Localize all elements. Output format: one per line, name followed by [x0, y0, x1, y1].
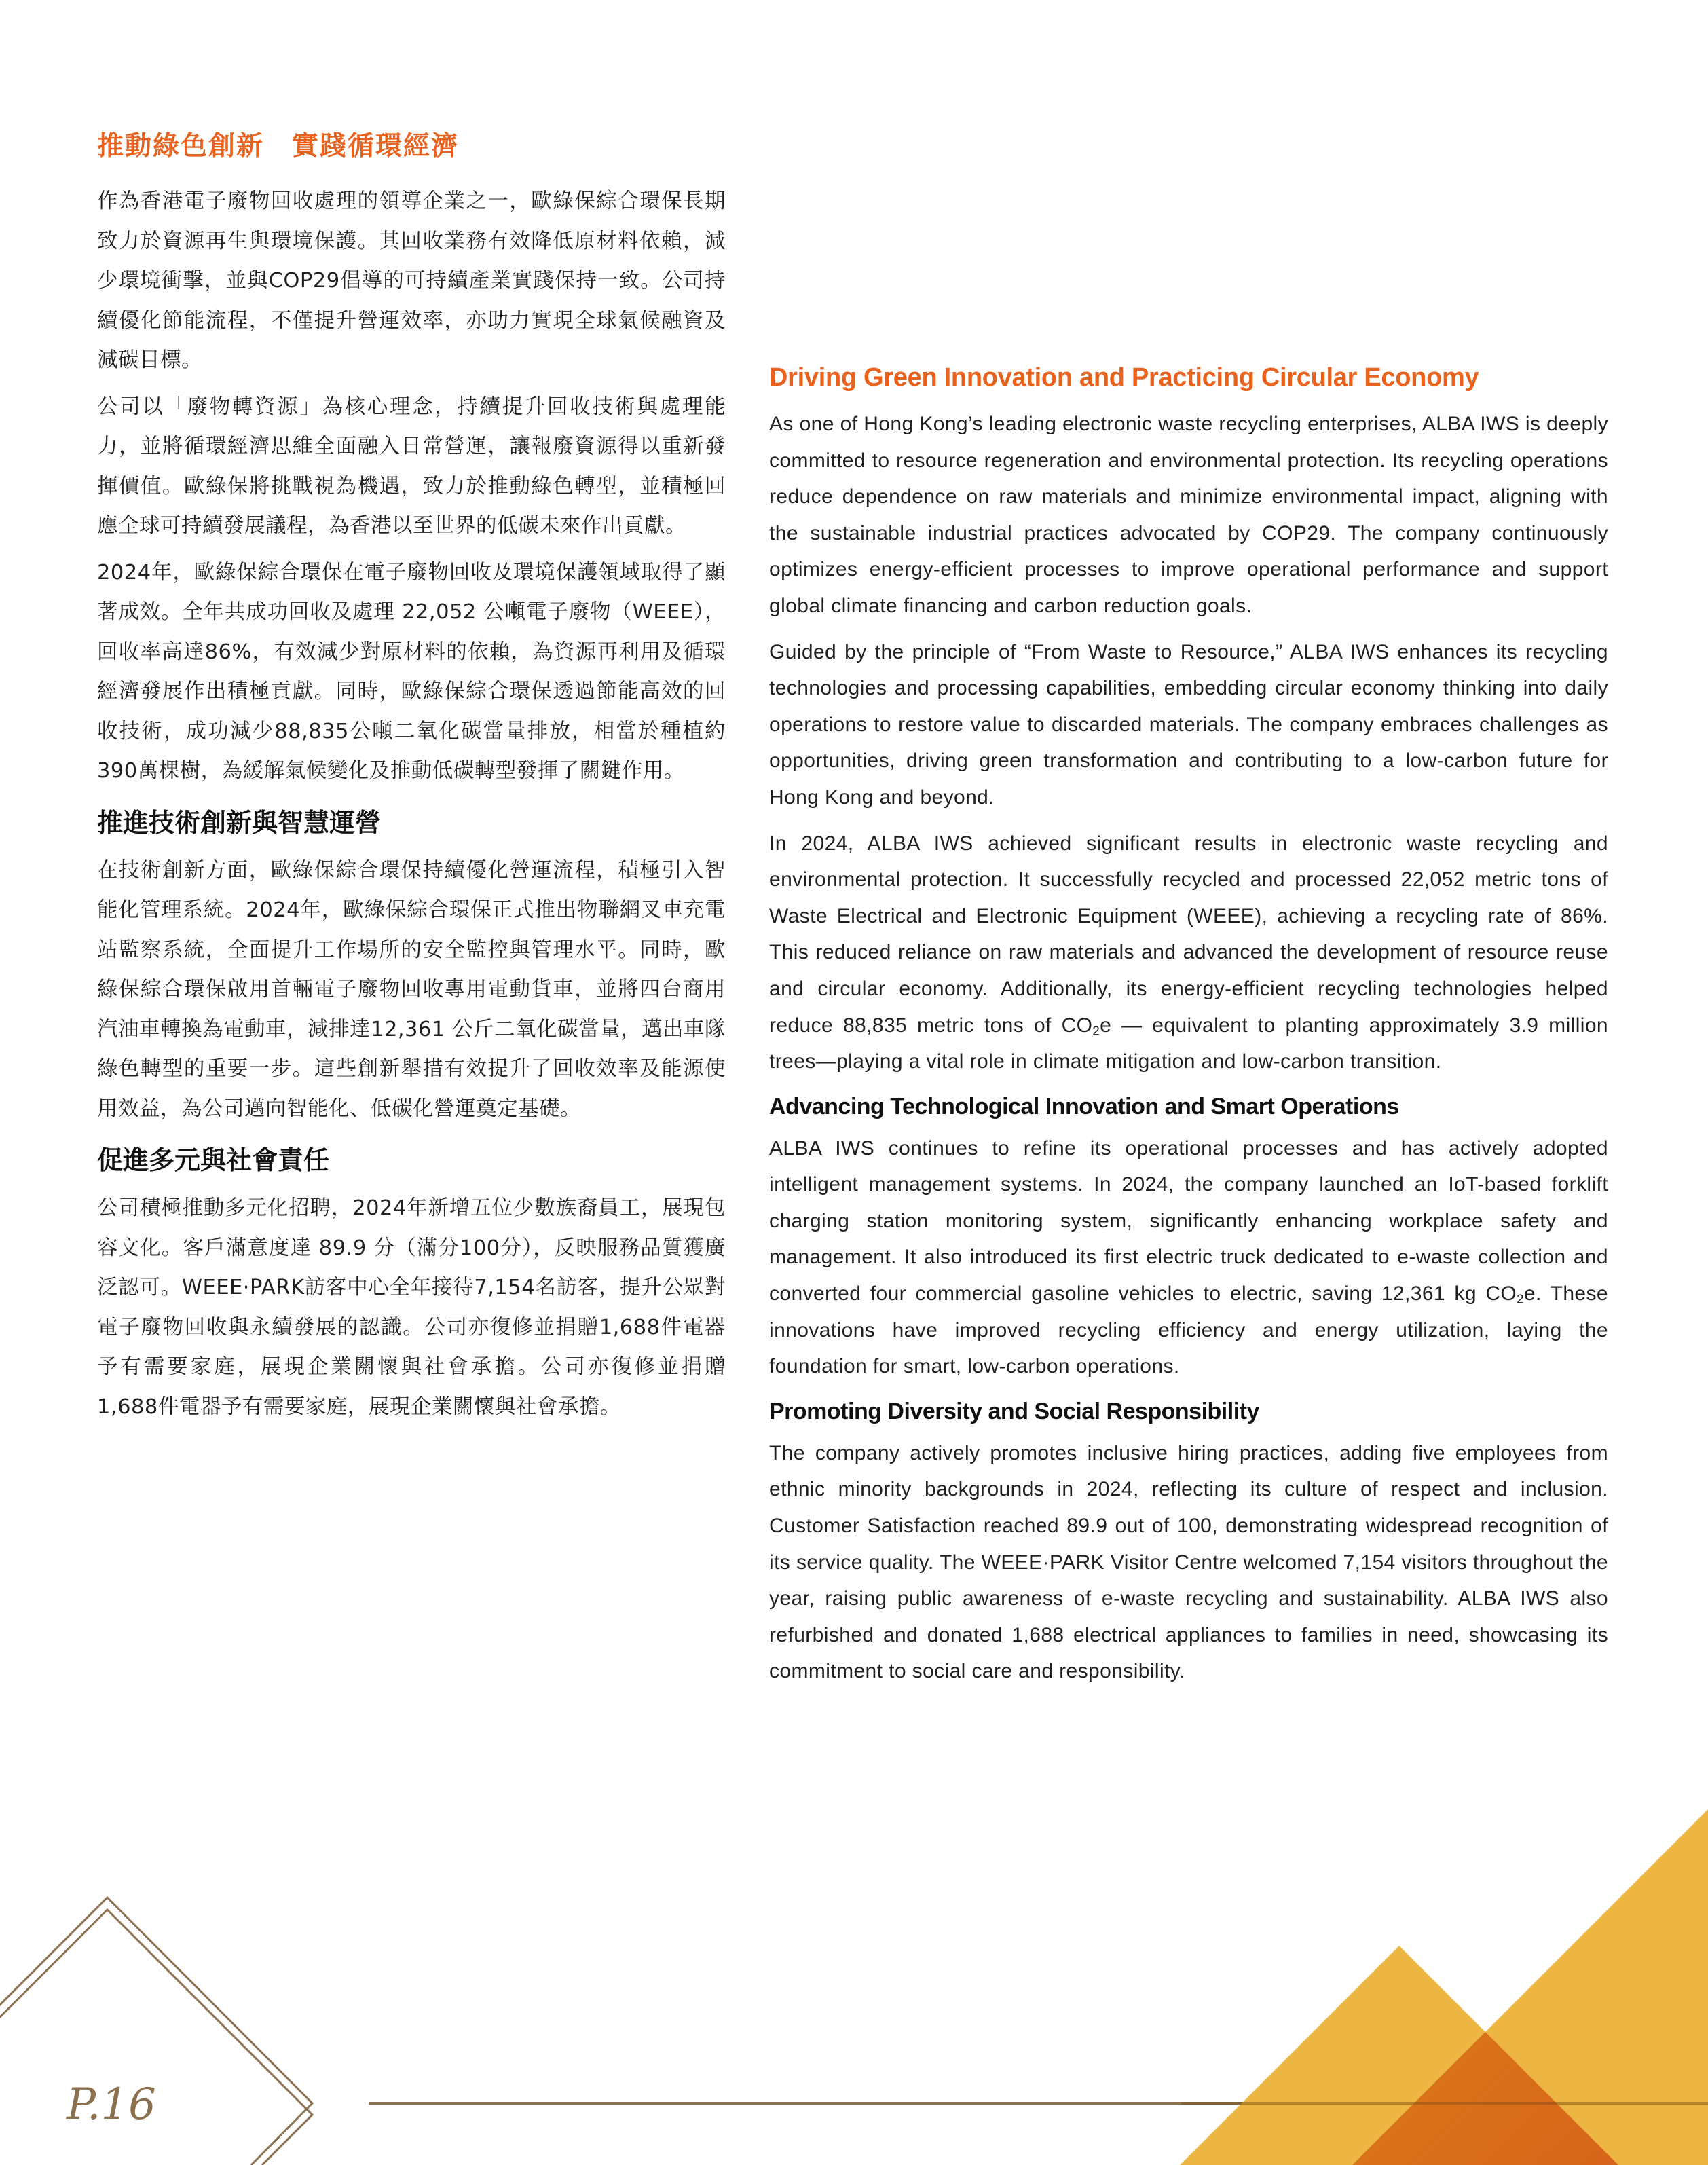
co2-subscript: 2: [1517, 1291, 1524, 1306]
english-section3-paragraph: The company actively promotes inclusive hiring practices, adding five employees from ethnic minority backgrounds in 2024, reflecting its culture of respect and inclusion. Customer Satisfaction reached 89.9 out of 100, demonstrating widespread recognition of its service quality. The WEEE·PARK Visitor Centre welcomed 7,154 visitors throughout the year, raising public awareness of e-waste recycling and sustainability. ALBA IWS also refurbished and donated 1,688 electrical appliances to families in need, showcasing its commitment to social care and responsibility.: [769, 1441, 1608, 1683]
english-section2-paragraph: [769, 1130, 1608, 1385]
small-yellow-triangle: [1180, 1946, 1618, 2165]
chinese-paragraph: 作為香港電子廢物回收處理的領導企業之一，歐綠保綜合環保長期致力於資源再生與環境保護。其回收業務有效降低原材料依賴，減少環境衝擊，並與COP29倡導的可持續產業實踐保持一致。公司持續優化節能流程，不僅提升營運效率，亦助力實現全球氣候融資及減碳目標。: [97, 189, 726, 372]
chinese-paragraph: 公司以「廢物轉資源」為核心理念，持續提升回收技術與處理能力，並將循環經濟思維全面融入日常營運，讓報廢資源得以重新發揮價值。歐綠保將挑戰視為機遇，致力於推動綠色轉型，並積極回應全球可持續發展議程，為香港以至世界的低碳未來作出貢獻。: [97, 394, 726, 538]
chinese-paragraph: 2024年，歐綠保綜合環保在電子廢物回收及環境保護領域取得了顯著成效。全年共成功回收及處理 22,052 公噸電子廢物（WEEE），回收率高達86%，有效減少對原材料的依賴，為資源再利用及循環經濟發展作出積極貢獻。同時，歐綠保綜合環保透過節能高效的回收技術，成功減少88,835公噸二氧化碳當量排放，相當於種植約390萬棵樹，為緩解氣候變化及推動低碳轉型發揮了關鍵作用。: [97, 560, 726, 783]
large-yellow-triangle: [1352, 1809, 1708, 2165]
text-run: ALBA IWS continues to refine its operational processes and has actively adopted intelligent management systems. In 2024, the company launched an IoT-based forklift charging station monitoring system, significantly enhancing workplace safety and management. It also introduced its first electric truck dedicated to e-waste collection and converted four commercial gasoline vehicles to electric, saving 12,361 kg: [769, 1136, 1608, 1306]
diamond-outline-outer: [0, 1898, 312, 2165]
english-column: [769, 358, 1608, 1699]
english-paragraph-2024-results: [769, 826, 1608, 1080]
english-section2-heading: Advancing Technological Innovation and Smart Operations: [769, 1093, 1399, 1119]
co2-symbol: CO: [1061, 1014, 1093, 1037]
english-paragraph: As one of Hong Kong’s leading electronic waste recycling enterprises, ALBA IWS is deeply committed to resource regeneration and environmental protection. Its recycling operations reduce dependence on raw materials and minimize environmental impact, aligning with the sustainable industrial practices advocated by COP29. The company continuously optimizes energy-efficient processes to improve operational performance and support global climate financing and carbon reduction goals.: [769, 413, 1608, 617]
co2-subscript: 2: [1092, 1023, 1100, 1038]
chinese-column: [97, 128, 726, 1434]
text-run: e — equivalent to planting approximately 3.9 million trees—playing a vital role in climate mitigation and low-carbon transition.: [769, 1014, 1608, 1073]
chinese-section2-heading: 推進技術創新與智慧運營: [97, 807, 382, 838]
page-number: P.16: [67, 2079, 156, 2130]
chinese-section2-paragraph: 在技術創新方面，歐綠保綜合環保持續優化營運流程，積極引入智能化管理系統。2024年，歐綠保綜合環保正式推出物聯網叉車充電站監察系統，全面提升工作場所的安全監控與管理水平。同時，歐綠保綜合環保啟用首輛電子廢物回收專用電動貨車，並將四台商用汽油車轉換為電動車，減排達12,361 公斤二氧化碳當量，邁出車隊綠色轉型的重要一步。這些創新舉措有效提升了回收效率及能源使用效益，為公司邁向智能化、低碳化營運奠定基礎。: [97, 858, 726, 1121]
triangle-overlap: [1352, 1809, 1708, 2165]
english-section3-heading: Promoting Diversity and Social Responsibility: [769, 1398, 1259, 1424]
english-paragraph: Guided by the principle of “From Waste to Resource,” ALBA IWS enhances its recycling technologies and processing capabilities, embedding circular economy thinking into daily operations to restore value to discarded materials. The company embraces challenges as opportunities, driving green transformation and contributing to a low-carbon future for Hong Kong and beyond.: [769, 640, 1608, 809]
diamond-outline-inner: [0, 1910, 312, 2165]
co2-symbol: CO: [1485, 1282, 1517, 1306]
chinese-section3-paragraph: 公司積極推動多元化招聘，2024年新增五位少數族裔員工，展現包容文化。客戶滿意度達 89.9 分（滿分100分），反映服務品質獲廣泛認可。WEEE·PARK訪客中心全年接待7,154名訪客，提升公眾對電子廢物回收與永續發展的認識。公司亦復修並捐贈1,688件電器予有需要家庭，展現企業關懷與社會承擔。公司亦復修並捐贈1,688件電器予有需要家庭，展現企業關懷與社會承擔。: [97, 1196, 726, 1419]
text-run: e. These innovations have improved recycling efficiency and energy utilization, laying the foundation for smart, low-carbon operations.: [769, 1282, 1608, 1378]
chinese-section3-heading: 促進多元與社會責任: [97, 1145, 330, 1175]
english-title: Driving Green Innovation and Practicing Circular Economy: [769, 363, 1479, 392]
text-run: In 2024, ALBA IWS achieved significant results in electronic waste recycling and environmental protection. It successfully recycled and processed 22,052 metric tons of Waste Electrical and Electronic Equipment (WEEE), achieving a recycling rate of 86%. This reduced reliance on raw materials and advanced the development of resource reuse and circular economy. Additionally, its energy-efficient recycling technologies helped reduce 88,835 metric tons of: [769, 832, 1608, 1037]
chinese-title: 推動綠色創新 實踐循環經濟: [97, 131, 460, 162]
